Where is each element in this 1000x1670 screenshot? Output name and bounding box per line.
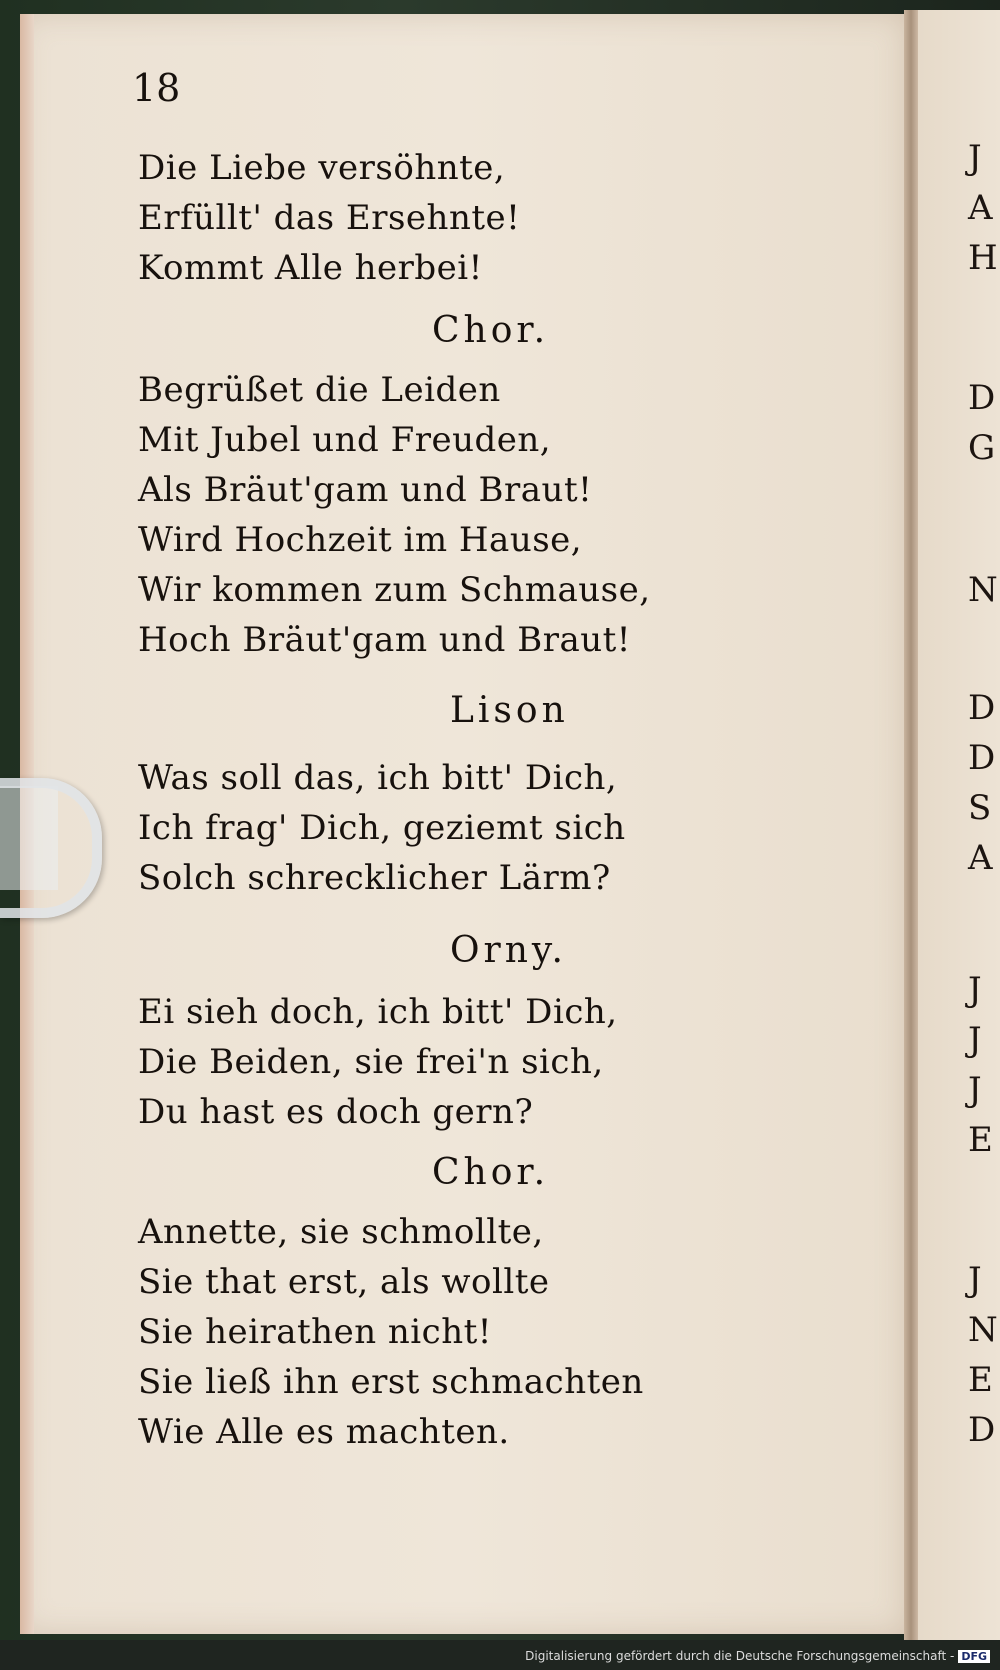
facing-letter: N	[968, 1310, 998, 1350]
verse-line: Die Beiden, sie frei'n sich,	[138, 1042, 604, 1082]
verse-line: Sie ließ ihn erst schmachten	[138, 1362, 644, 1402]
facing-letter: J	[968, 138, 982, 178]
digitization-credit	[525, 1649, 990, 1663]
verse-line: Mit Jubel und Freuden,	[138, 420, 552, 460]
verse-line: Wie Alle es machten.	[138, 1412, 510, 1452]
verse-line: Du hast es doch gern?	[138, 1092, 534, 1132]
facing-letter: D	[968, 738, 996, 778]
facing-letter: J	[968, 970, 982, 1010]
verse-line: Annette, sie schmollte,	[138, 1212, 544, 1252]
facing-letter: A	[968, 188, 993, 228]
speaker-heading: Lison	[450, 690, 569, 731]
facing-letter: J	[968, 1260, 982, 1300]
book-gutter	[904, 10, 918, 1640]
facing-letter: E	[968, 1120, 993, 1160]
facing-letter: A	[968, 838, 993, 878]
verse-line: Als Bräut'gam und Braut!	[138, 470, 593, 510]
speaker-heading: Orny.	[450, 930, 567, 971]
verse-line: Wird Hochzeit im Hause,	[138, 520, 583, 560]
facing-letter: H	[968, 238, 998, 278]
facing-letter: J	[968, 1070, 982, 1110]
verse-line: Ich frag' Dich, geziemt sich	[138, 808, 626, 848]
facing-letter: E	[968, 1360, 993, 1400]
verse-line: Erfüllt' das Ersehnte!	[138, 198, 521, 238]
verse-line: Solch schrecklicher Lärm?	[138, 858, 611, 898]
facing-page	[918, 10, 1000, 1640]
facing-letter: S	[968, 788, 992, 828]
verse-line: Sie that erst, als wollte	[138, 1262, 550, 1302]
verse-line: Die Liebe versöhnte,	[138, 148, 506, 188]
verse-line: Kommt Alle herbei!	[138, 248, 483, 288]
facing-letter: J	[968, 1020, 982, 1060]
page-number: 18	[132, 66, 181, 110]
verse-line: Wir kommen zum Schmause,	[138, 570, 651, 610]
dfg-logo: DFG	[958, 1650, 990, 1663]
verse-line: Sie heirathen nicht!	[138, 1312, 492, 1352]
verse-line: Was soll das, ich bitt' Dich,	[138, 758, 618, 798]
facing-letter: D	[968, 1410, 996, 1450]
facing-letter: D	[968, 688, 996, 728]
facing-letter: D	[968, 378, 996, 418]
verse-line: Ei sieh doch, ich bitt' Dich,	[138, 992, 618, 1032]
speaker-heading: Chor.	[432, 310, 550, 351]
speaker-heading: Chor.	[432, 1152, 550, 1193]
facing-letter: G	[968, 428, 996, 468]
facing-letter: N	[968, 570, 998, 610]
verse-line: Begrüßet die Leiden	[138, 370, 501, 410]
paper-clip-icon	[0, 778, 102, 918]
verse-line: Hoch Bräut'gam und Braut!	[138, 620, 631, 660]
credit-text: Digitalisierung gefördert durch die Deutsche Forschungsgemeinschaft -	[525, 1649, 955, 1663]
